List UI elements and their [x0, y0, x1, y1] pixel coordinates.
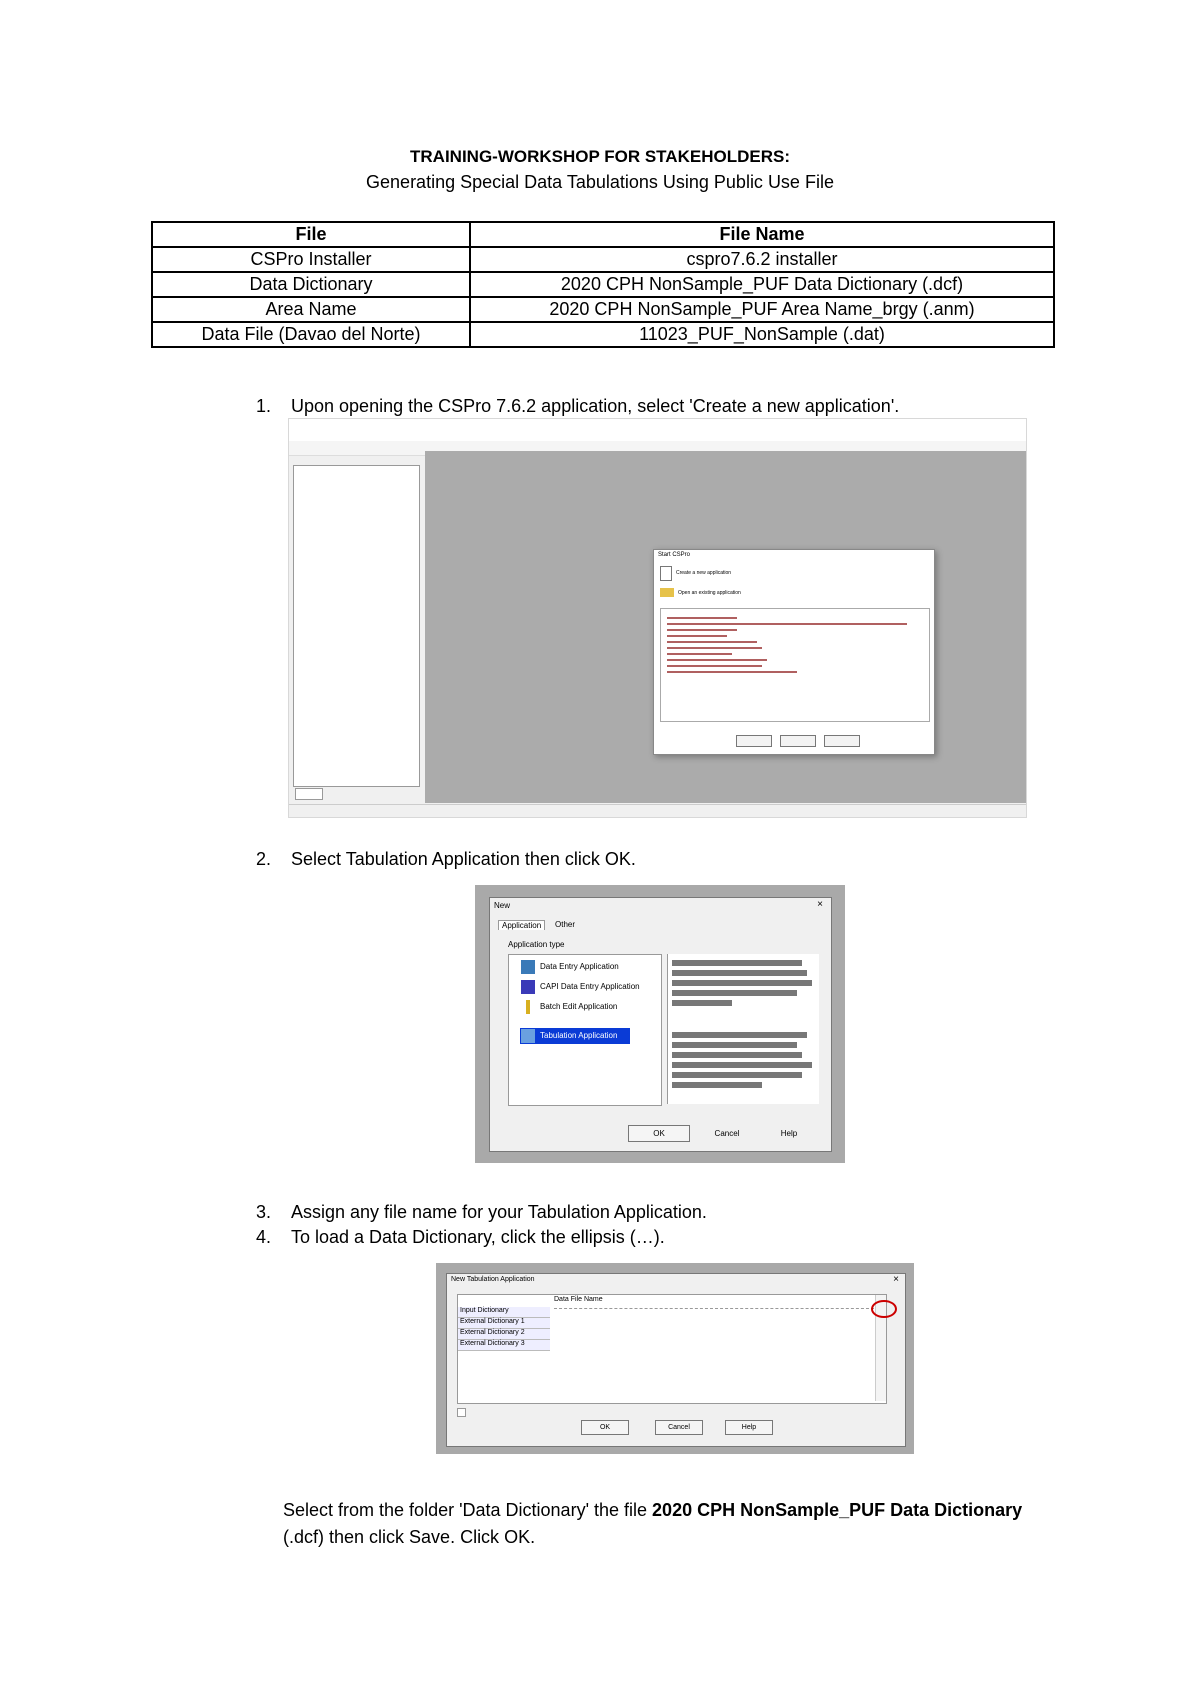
table-cell: cspro7.6.2 installer	[470, 247, 1054, 272]
capi-icon	[521, 980, 535, 994]
step-text: Select Tabulation Application then click OK.	[291, 849, 636, 869]
ellipsis-highlight-circle	[871, 1300, 897, 1318]
list-item[interactable]: Batch Edit Application	[540, 1002, 618, 1011]
list-item	[667, 617, 737, 619]
step-number: 1.	[256, 396, 272, 416]
option-existing: Open an existing application	[678, 590, 741, 596]
step-number: 2.	[256, 849, 272, 869]
files-tab	[295, 788, 323, 800]
step-text: Upon opening the CSPro 7.6.2 application, select 'Create a new application'.	[291, 396, 900, 416]
row-label-text: External Dictionary 3	[460, 1340, 525, 1347]
list-item	[667, 659, 767, 661]
help-button[interactable]	[725, 1420, 773, 1435]
table-cell: 2020 CPH NonSample_PUF Area Name_brgy (.anm)	[470, 297, 1054, 322]
dictionary-grid	[457, 1294, 887, 1404]
step-text: Assign any file name for your Tabulation Application.	[291, 1202, 707, 1222]
text-line	[672, 1082, 762, 1088]
table-header-row	[152, 222, 1054, 247]
help-label: Help	[741, 1424, 757, 1431]
tabulation-app-screenshot	[436, 1263, 914, 1454]
status-bar	[289, 804, 1026, 817]
table-cell: 2020 CPH NonSample_PUF Data Dictionary (.dcf)	[470, 272, 1054, 297]
folder-icon	[660, 588, 674, 597]
document-subtitle: Generating Special Data Tabulations Using Public Use File	[366, 172, 834, 192]
list-item	[667, 671, 797, 673]
table-row	[152, 297, 1054, 322]
section-label: Application type	[508, 940, 565, 949]
paragraph-text: (.dcf) then click Save. Click OK.	[283, 1527, 536, 1547]
table-row	[152, 272, 1054, 297]
ok-button[interactable]	[581, 1420, 629, 1435]
list-item	[667, 665, 762, 667]
cspro-start-screenshot	[288, 418, 1027, 818]
close-icon[interactable]: ×	[817, 899, 823, 910]
text-line	[672, 1000, 732, 1006]
new-file-icon	[660, 566, 672, 581]
dialog-title: New	[494, 901, 511, 910]
grid-row-label	[458, 1307, 550, 1318]
text-line	[672, 970, 807, 976]
header-file: File	[152, 222, 470, 247]
step-number: 4.	[256, 1227, 272, 1247]
file-name-input[interactable]	[554, 1308, 874, 1309]
list-item	[667, 629, 737, 631]
list-item[interactable]: CAPI Data Entry Application	[540, 982, 640, 991]
list-item	[667, 623, 907, 625]
cancel-button[interactable]	[780, 735, 816, 747]
table-cell: Data Dictionary	[152, 272, 470, 297]
tab-other[interactable]: Other	[555, 920, 576, 929]
text-line	[672, 1052, 802, 1058]
window-titlebar	[289, 419, 1026, 441]
header-file-name: File Name	[470, 222, 1054, 247]
row-label-text: External Dictionary 1	[460, 1318, 525, 1325]
column-header: Data File Name	[554, 1296, 603, 1303]
text-line	[672, 980, 812, 986]
paragraph-text: Select from the folder 'Data Dictionary' the file	[283, 1500, 653, 1520]
table-cell: Data File (Davao del Norte)	[152, 322, 470, 347]
tab-application[interactable]: Application	[498, 920, 545, 930]
list-item	[667, 641, 757, 643]
step-text: To load a Data Dictionary, click the ellipsis (…).	[291, 1227, 665, 1247]
ok-label: OK	[599, 1424, 611, 1431]
start-cspro-dialog	[653, 549, 935, 755]
text-line	[672, 1032, 807, 1038]
list-item-selected[interactable]: Tabulation Application	[540, 1031, 618, 1040]
paragraph-bold-filename: 2020 CPH NonSample_PUF Data Dictionary	[652, 1500, 1023, 1520]
list-item	[667, 647, 762, 649]
recent-files-list	[660, 608, 930, 722]
file-table	[151, 221, 1055, 348]
text-line	[672, 960, 802, 966]
list-item	[667, 653, 732, 655]
list-item	[667, 635, 727, 637]
cancel-label: Cancel	[668, 1424, 690, 1431]
grid-row-label	[458, 1318, 550, 1329]
list-item[interactable]: Data Entry Application	[540, 962, 619, 971]
ok-button[interactable]: OK	[628, 1125, 690, 1142]
cancel-button[interactable]	[655, 1420, 703, 1435]
instruction-paragraph	[283, 1497, 1043, 1551]
table-cell: Area Name	[152, 297, 470, 322]
option-new: Create a new application	[676, 570, 732, 576]
help-button[interactable]	[824, 735, 860, 747]
text-line	[672, 1062, 812, 1068]
checkbox[interactable]	[457, 1408, 466, 1417]
text-line	[672, 1072, 802, 1078]
close-icon[interactable]: ×	[893, 1274, 899, 1285]
ok-button[interactable]	[736, 735, 772, 747]
help-button[interactable]: Help	[780, 1129, 798, 1138]
text-line	[672, 990, 797, 996]
row-label-text: Input Dictionary	[460, 1307, 509, 1314]
text-line	[672, 1042, 797, 1048]
new-application-screenshot	[475, 885, 845, 1163]
pencil-icon	[526, 1000, 530, 1014]
grid-row-label	[458, 1329, 550, 1340]
dialog-title: Start CSPro	[658, 552, 691, 558]
table-row	[152, 247, 1054, 272]
table-row	[152, 322, 1054, 347]
table-cell: CSPro Installer	[152, 247, 470, 272]
row-label-text: External Dictionary 2	[460, 1329, 525, 1336]
grid-row-label	[458, 1340, 550, 1351]
dialog-title: New Tabulation Application	[451, 1276, 535, 1283]
workspace-area	[425, 451, 1026, 803]
document-title: TRAINING-WORKSHOP FOR STAKEHOLDERS:	[410, 147, 790, 166]
data-entry-icon	[521, 960, 535, 974]
step-number: 3.	[256, 1202, 272, 1222]
file-tree-panel	[293, 465, 420, 787]
new-dialog	[489, 897, 832, 1152]
table-cell: 11023_PUF_NonSample (.dat)	[470, 322, 1054, 347]
tabulation-icon	[521, 1029, 535, 1043]
description-panel	[667, 954, 819, 1104]
cancel-button[interactable]: Cancel	[714, 1129, 740, 1138]
new-tabulation-dialog	[446, 1273, 906, 1447]
